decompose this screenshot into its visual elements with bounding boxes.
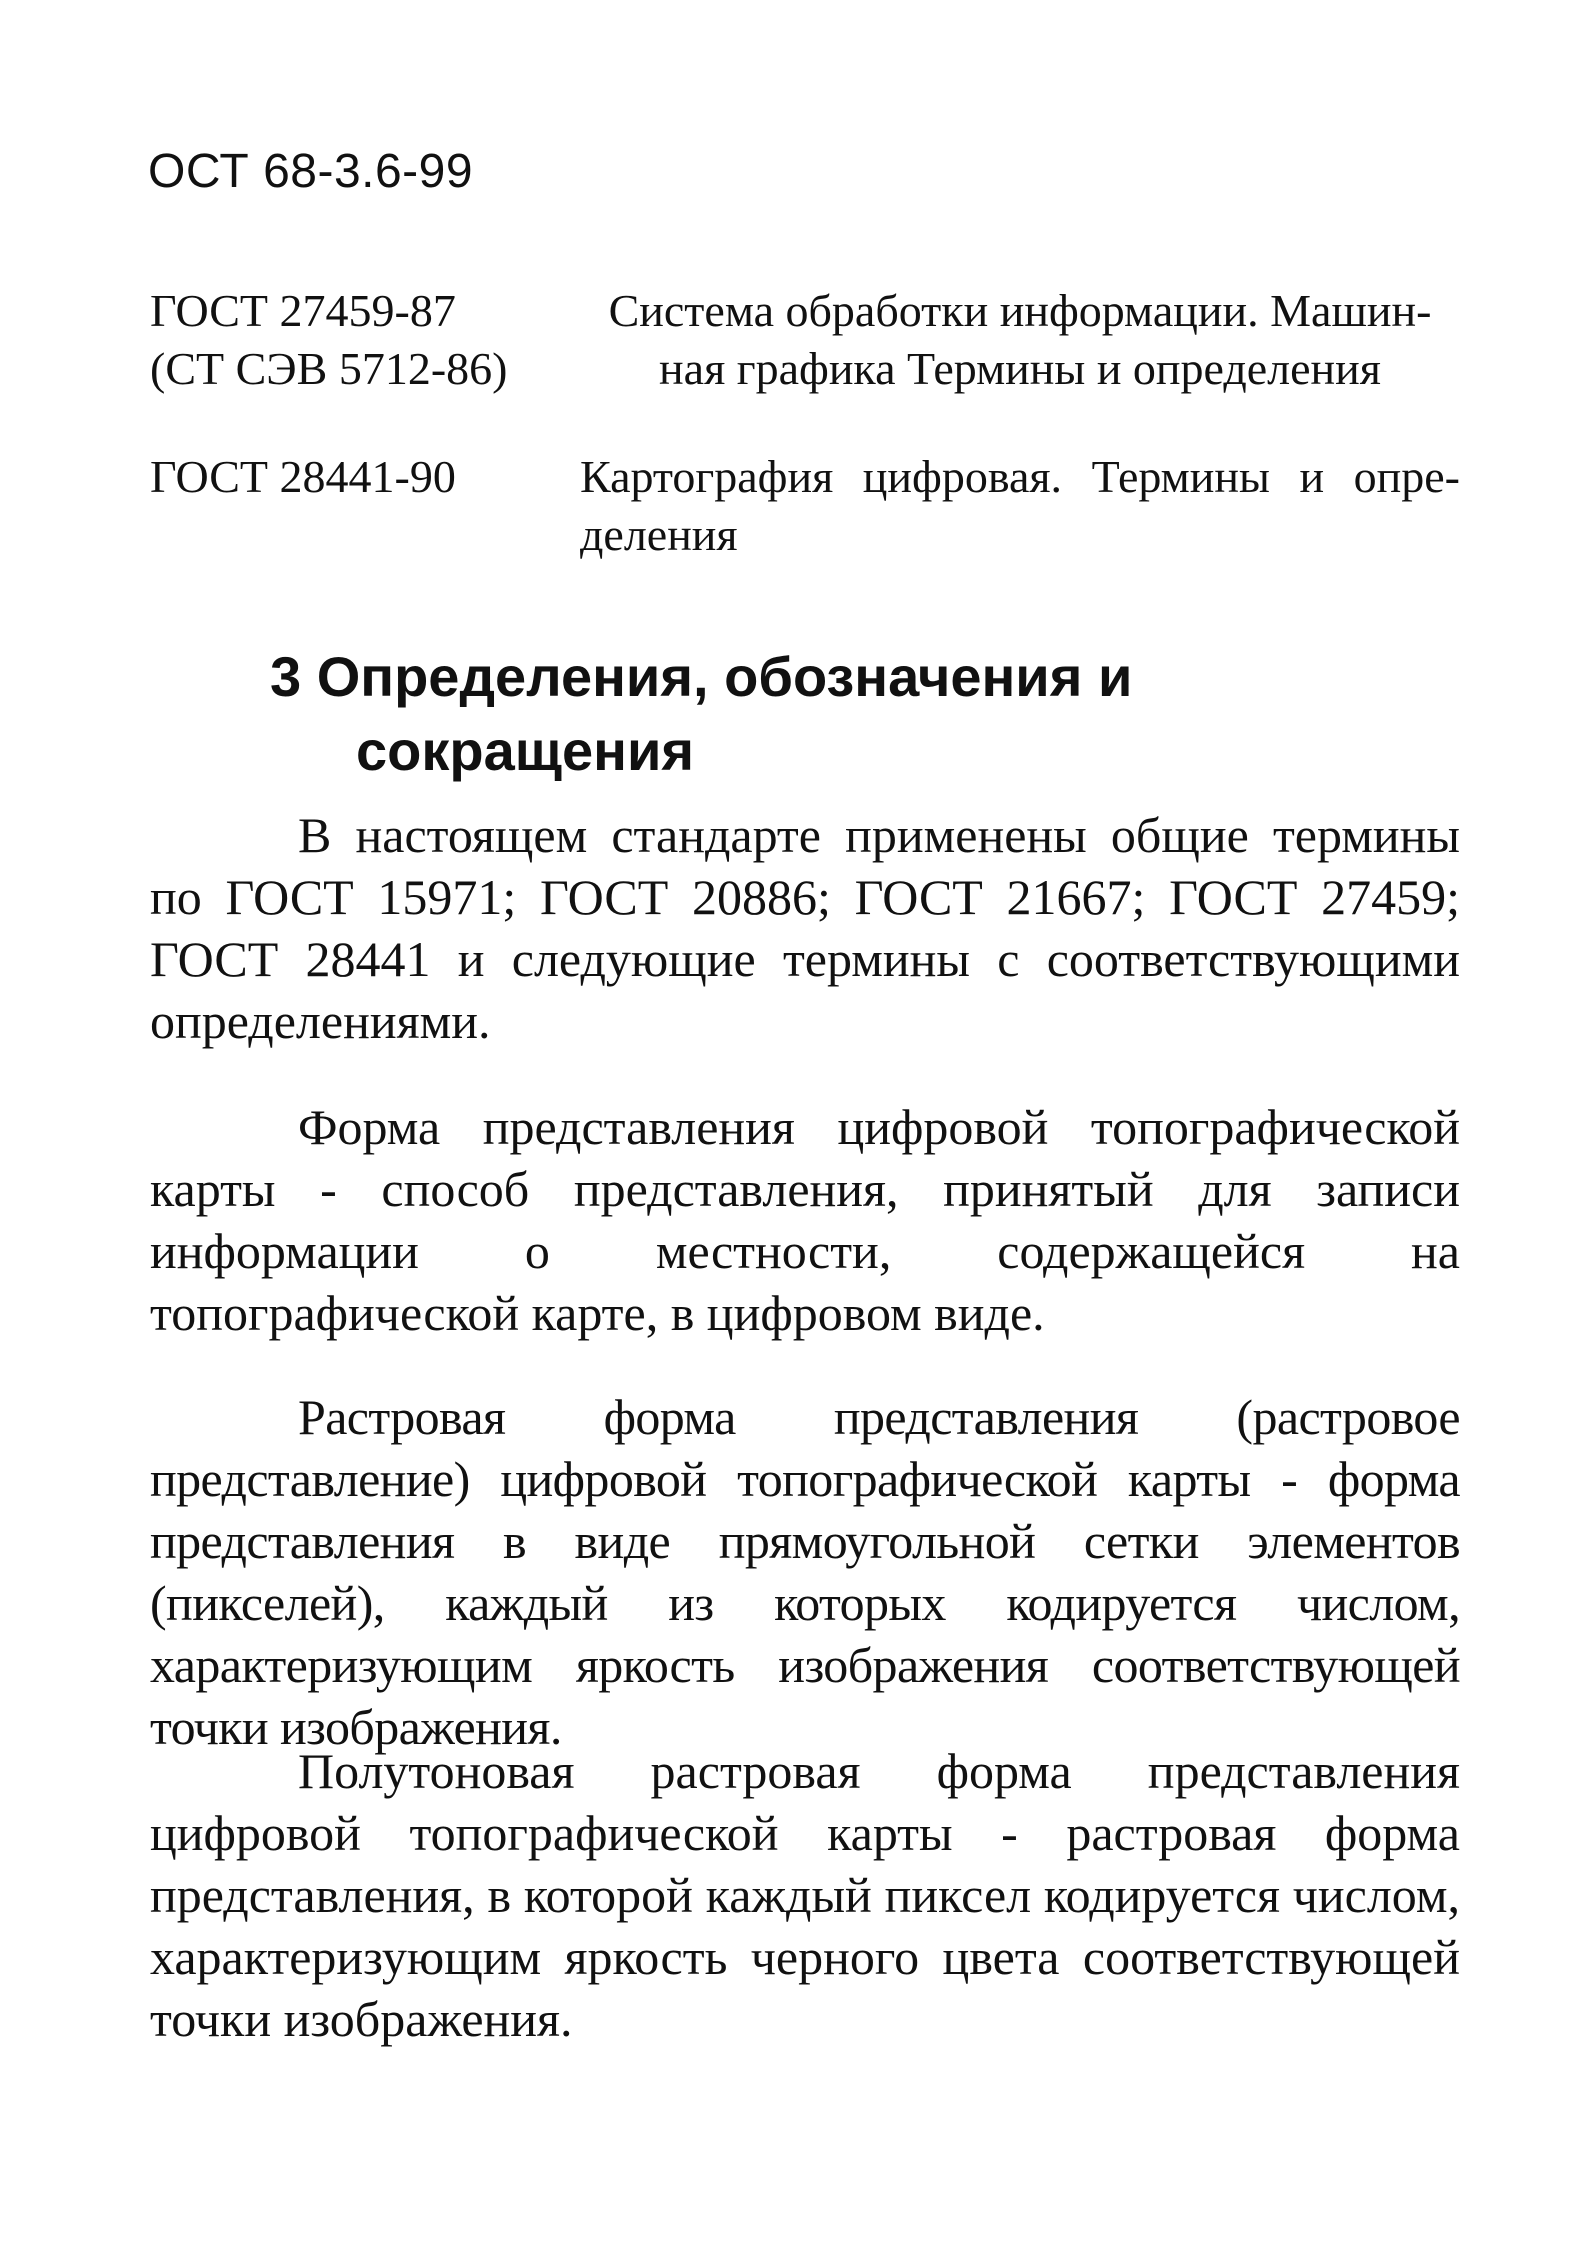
paragraph-terms-intro: В настоящем стандарте применены общие термины по ГОСТ 15971; ГОСТ 20886; ГОСТ 21667; ГОСТ 27459; ГОСТ 28441 и следующие термины с соответствующими определениями. <box>150 807 1460 1049</box>
paragraph-halftone-definition: Полутоновая растровая форма представления цифровой топографической карты - растровая форма представления, в которой каждый пиксел кодируется числом, характеризующим яркость черного цвета соответствующей точки изображения. <box>150 1743 1460 2047</box>
section-heading-line: 3 Определения, обозначения и <box>270 645 1133 708</box>
paragraph-raster-definition: Растровая форма представления (растровое представление) цифровой топографической карты - форма представления в виде прямоугольной сетки элементов (пикселей), каждый из которых кодируется числом, характеризующим яркость изображения соответствующей точки изображения. <box>150 1389 1460 1755</box>
reference-code <box>150 448 570 506</box>
reference-title-line: Картография цифровая. Термины и опре- <box>580 451 1460 502</box>
reference-code-line: (СТ СЭВ 5712-86) <box>150 343 508 394</box>
section-heading-line: сокращения <box>356 719 695 782</box>
paragraph-form-definition: Форма представления цифровой топографической карты - способ представления, принятый для записи информации о местности, содержащейся на топографической карте, в цифровом виде. <box>150 1099 1460 1341</box>
reference-code-line: ГОСТ 28441-90 <box>150 451 456 502</box>
reference-code-line: ГОСТ 27459-87 <box>150 285 456 336</box>
reference-title <box>580 448 1460 564</box>
reference-title-line: Система обработки информации. Машин- <box>608 285 1432 336</box>
section-heading <box>270 640 1470 788</box>
document-code: ОСТ 68-3.6-99 <box>148 145 474 198</box>
reference-title <box>595 282 1445 398</box>
reference-title-line: ная графика Термины и определения <box>659 343 1381 394</box>
reference-title-line: деления <box>580 509 738 560</box>
reference-code <box>150 282 570 398</box>
